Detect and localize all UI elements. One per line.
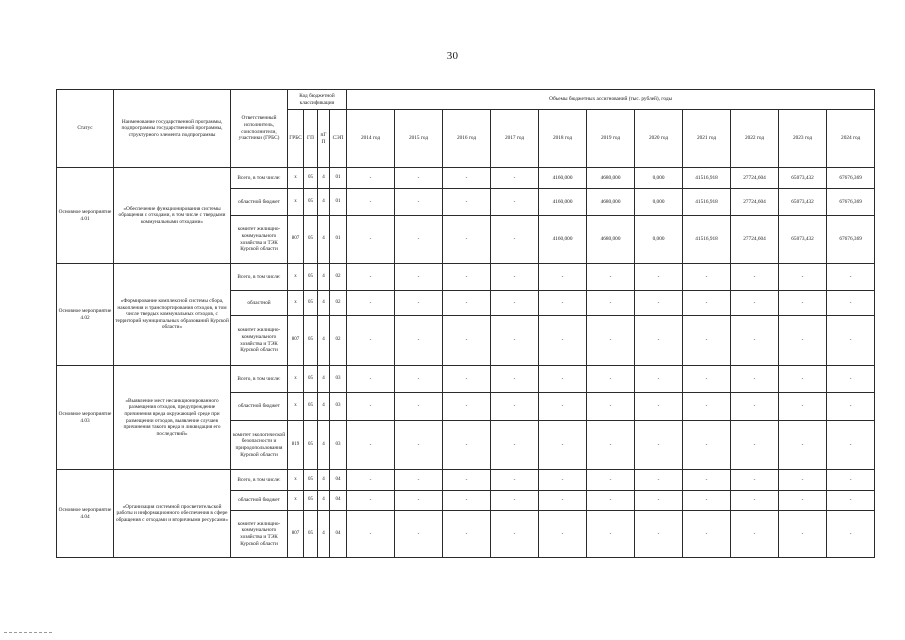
row-value-2017: - — [491, 511, 539, 558]
row-value-2021: - — [683, 366, 731, 393]
row-value-2019: - — [587, 511, 635, 558]
row-value-2024: - — [827, 491, 875, 511]
row-name: «Организация системной просветительской работы и информационного обеспечения в сфере обращения с отходами и вторичными ресурсами» — [114, 470, 231, 558]
row-value-2021: 41516,918 — [683, 168, 731, 189]
row-value-2016: - — [443, 511, 491, 558]
row-value-2020: 0,000 — [635, 189, 683, 216]
row-value-2019: - — [587, 264, 635, 291]
row-code-grbs: х — [288, 470, 304, 491]
row-value-2015: - — [395, 291, 443, 316]
row-value-2014: - — [347, 168, 395, 189]
row-code-sep: 02 — [330, 264, 347, 291]
row-value-2024: - — [827, 421, 875, 470]
row-value-2020: - — [635, 421, 683, 470]
row-value-2016: - — [443, 189, 491, 216]
row-value-2018: 4160,000 — [539, 189, 587, 216]
header-code-gp: ГП — [304, 110, 318, 168]
row-value-2014: - — [347, 421, 395, 470]
row-value-2024: 67676,369 — [827, 168, 875, 189]
table-row — [57, 470, 875, 491]
row-code-pgp: 4 — [318, 168, 330, 189]
row-status: Основное мероприятие 4.04 — [57, 470, 114, 558]
row-code-sep: 03 — [330, 421, 347, 470]
row-status: Основное мероприятие 4.01 — [57, 168, 114, 264]
row-responsible: Всего, в том числе: — [231, 366, 288, 393]
row-value-2023: - — [779, 316, 827, 366]
row-value-2023: - — [779, 491, 827, 511]
row-value-2023: - — [779, 291, 827, 316]
header-year-2014: 2014 год — [347, 110, 395, 168]
row-value-2017: - — [491, 168, 539, 189]
row-value-2014: - — [347, 291, 395, 316]
row-value-2015: - — [395, 366, 443, 393]
row-code-sep: 01 — [330, 216, 347, 264]
header-year-2019: 2019 год — [587, 110, 635, 168]
row-value-2016: - — [443, 491, 491, 511]
row-value-2015: - — [395, 511, 443, 558]
row-value-2023: - — [779, 366, 827, 393]
row-code-sep: 04 — [330, 470, 347, 491]
row-value-2020: - — [635, 366, 683, 393]
row-value-2014: - — [347, 393, 395, 421]
row-code-sep: 01 — [330, 189, 347, 216]
row-value-2021: 41516,918 — [683, 216, 731, 264]
row-value-2019: - — [587, 291, 635, 316]
row-value-2017: - — [491, 189, 539, 216]
row-value-2016: - — [443, 291, 491, 316]
row-value-2022: - — [731, 291, 779, 316]
row-value-2014: - — [347, 189, 395, 216]
row-value-2024: - — [827, 470, 875, 491]
budget-table — [56, 89, 875, 558]
row-value-2024: - — [827, 264, 875, 291]
row-code-gp: 05 — [304, 168, 318, 189]
row-value-2015: - — [395, 264, 443, 291]
row-value-2017: - — [491, 491, 539, 511]
row-value-2022: - — [731, 421, 779, 470]
row-responsible: областной бюджет — [231, 491, 288, 511]
header-volumes: Объемы бюджетных ассигнований (тыс. рублей), годы — [347, 90, 875, 110]
row-responsible: комитет экологической безопасности и природопользования Курской области — [231, 421, 288, 470]
row-value-2015: - — [395, 421, 443, 470]
row-code-sep: 03 — [330, 393, 347, 421]
row-value-2020: 0,000 — [635, 168, 683, 189]
row-value-2020: - — [635, 491, 683, 511]
row-value-2023: 65073,432 — [779, 168, 827, 189]
row-value-2014: - — [347, 264, 395, 291]
row-value-2014: - — [347, 216, 395, 264]
row-value-2017: - — [491, 393, 539, 421]
row-value-2021: - — [683, 316, 731, 366]
row-value-2016: - — [443, 421, 491, 470]
row-responsible: областной бюджет — [231, 189, 288, 216]
row-value-2020: - — [635, 393, 683, 421]
row-value-2024: 67676,369 — [827, 216, 875, 264]
header-year-2020: 2020 год — [635, 110, 683, 168]
row-name: «Обеспечение функционирования системы обращения с отходами, в том числе с твердыми коммунальными отходами» — [114, 168, 231, 264]
row-value-2015: - — [395, 491, 443, 511]
row-value-2017: - — [491, 216, 539, 264]
row-responsible: Всего, в том числе: — [231, 264, 288, 291]
header-year-2018: 2018 год — [539, 110, 587, 168]
row-value-2017: - — [491, 264, 539, 291]
row-value-2024: - — [827, 511, 875, 558]
row-value-2020: - — [635, 291, 683, 316]
header-year-2023: 2023 год — [779, 110, 827, 168]
table-row — [57, 264, 875, 291]
row-value-2022: - — [731, 491, 779, 511]
header-code-pgp: пГП — [318, 110, 330, 168]
row-value-2016: - — [443, 216, 491, 264]
header-year-2015: 2015 год — [395, 110, 443, 168]
row-value-2018: - — [539, 491, 587, 511]
row-code-sep: 03 — [330, 366, 347, 393]
row-value-2017: - — [491, 470, 539, 491]
row-value-2019: 4680,000 — [587, 216, 635, 264]
row-value-2016: - — [443, 366, 491, 393]
row-value-2019: - — [587, 470, 635, 491]
row-value-2022: - — [731, 366, 779, 393]
row-value-2023: - — [779, 511, 827, 558]
header-code-grbs: ГРБС — [288, 110, 304, 168]
row-code-grbs: х — [288, 168, 304, 189]
row-responsible: комитет жилищно-коммунального хозяйства и ТЭК Курской области — [231, 316, 288, 366]
row-value-2016: - — [443, 470, 491, 491]
row-value-2016: - — [443, 168, 491, 189]
row-value-2022: - — [731, 511, 779, 558]
row-code-pgp: 4 — [318, 216, 330, 264]
row-code-sep: 02 — [330, 316, 347, 366]
row-code-pgp: 4 — [318, 189, 330, 216]
row-value-2018: - — [539, 366, 587, 393]
row-value-2018: - — [539, 264, 587, 291]
footer-mark — [4, 632, 52, 635]
row-code-grbs: х — [288, 393, 304, 421]
row-value-2016: - — [443, 264, 491, 291]
row-code-grbs: х — [288, 291, 304, 316]
row-code-gp: 05 — [304, 511, 318, 558]
header-year-2021: 2021 год — [683, 110, 731, 168]
row-code-sep: 02 — [330, 291, 347, 316]
row-value-2020: - — [635, 511, 683, 558]
row-value-2023: 65073,432 — [779, 216, 827, 264]
row-value-2014: - — [347, 470, 395, 491]
row-value-2023: - — [779, 470, 827, 491]
row-value-2022: - — [731, 264, 779, 291]
row-code-pgp: 4 — [318, 291, 330, 316]
row-value-2021: - — [683, 291, 731, 316]
row-value-2023: - — [779, 421, 827, 470]
row-value-2018: - — [539, 470, 587, 491]
row-code-gp: 05 — [304, 491, 318, 511]
row-value-2015: - — [395, 470, 443, 491]
row-code-pgp: 4 — [318, 470, 330, 491]
row-value-2022: - — [731, 316, 779, 366]
row-value-2015: - — [395, 316, 443, 366]
row-value-2019: - — [587, 421, 635, 470]
row-code-grbs: х — [288, 491, 304, 511]
row-code-gp: 05 — [304, 264, 318, 291]
header-status: Статус — [57, 90, 114, 168]
row-code-grbs: х — [288, 366, 304, 393]
row-value-2024: - — [827, 393, 875, 421]
row-responsible: комитет жилищно-коммунального хозяйства и ТЭК Курской области — [231, 216, 288, 264]
row-code-grbs: 819 — [288, 421, 304, 470]
row-code-sep: 04 — [330, 511, 347, 558]
row-code-gp: 05 — [304, 291, 318, 316]
row-value-2022: 27724,604 — [731, 168, 779, 189]
page-number: 30 — [446, 50, 459, 62]
row-value-2019: - — [587, 393, 635, 421]
row-code-pgp: 4 — [318, 366, 330, 393]
row-value-2021: - — [683, 421, 731, 470]
row-code-gp: 05 — [304, 189, 318, 216]
row-value-2019: 4680,000 — [587, 189, 635, 216]
row-value-2021: - — [683, 491, 731, 511]
row-value-2017: - — [491, 291, 539, 316]
row-value-2015: - — [395, 393, 443, 421]
row-value-2018: - — [539, 421, 587, 470]
row-value-2020: - — [635, 470, 683, 491]
row-value-2019: 4680,000 — [587, 168, 635, 189]
row-code-pgp: 4 — [318, 393, 330, 421]
row-code-grbs: х — [288, 189, 304, 216]
row-code-grbs: 807 — [288, 511, 304, 558]
row-responsible: областной бюджет — [231, 393, 288, 421]
row-value-2023: - — [779, 264, 827, 291]
row-value-2022: - — [731, 470, 779, 491]
row-name: «Формирование комплексной системы сбора, накопления и транспортирования отходов, в том числе твердых коммунальных отходов, с территорий муниципальных образований Курской области» — [114, 264, 231, 366]
row-code-gp: 05 — [304, 366, 318, 393]
row-value-2014: - — [347, 491, 395, 511]
row-value-2024: - — [827, 366, 875, 393]
row-value-2024: 67676,369 — [827, 189, 875, 216]
row-code-grbs: 807 — [288, 316, 304, 366]
row-value-2019: - — [587, 366, 635, 393]
row-value-2015: - — [395, 168, 443, 189]
row-code-gp: 05 — [304, 216, 318, 264]
row-value-2021: - — [683, 264, 731, 291]
row-value-2024: - — [827, 291, 875, 316]
row-value-2021: 41516,918 — [683, 189, 731, 216]
row-value-2018: 4160,000 — [539, 168, 587, 189]
header-year-2017: 2017 год — [491, 110, 539, 168]
row-value-2014: - — [347, 511, 395, 558]
row-value-2018: - — [539, 511, 587, 558]
row-value-2018: - — [539, 291, 587, 316]
row-value-2024: - — [827, 316, 875, 366]
row-value-2017: - — [491, 366, 539, 393]
row-value-2014: - — [347, 316, 395, 366]
row-value-2018: - — [539, 316, 587, 366]
row-responsible: Всего, в том числе: — [231, 470, 288, 491]
row-code-gp: 05 — [304, 393, 318, 421]
row-code-grbs: 807 — [288, 216, 304, 264]
row-code-pgp: 4 — [318, 491, 330, 511]
header-responsible: Ответственный исполнитель, соисполнители, участники (ГРБС) — [231, 90, 288, 168]
row-responsible: Всего, в том числе: — [231, 168, 288, 189]
row-value-2021: - — [683, 470, 731, 491]
row-value-2019: - — [587, 491, 635, 511]
row-responsible: областной — [231, 291, 288, 316]
row-code-pgp: 4 — [318, 316, 330, 366]
row-code-sep: 01 — [330, 168, 347, 189]
row-value-2022: 27724,604 — [731, 216, 779, 264]
row-status: Основное мероприятие 4.03 — [57, 366, 114, 470]
row-value-2023: 65073,432 — [779, 189, 827, 216]
row-code-pgp: 4 — [318, 264, 330, 291]
header-budget-code: Код бюджетной классификации — [288, 90, 347, 110]
header-name: Наименование государственной программы, подпрограммы государственной программы, структурного элемента подпрограммы — [114, 90, 231, 168]
row-code-grbs: х — [288, 264, 304, 291]
row-value-2017: - — [491, 421, 539, 470]
row-code-sep: 04 — [330, 491, 347, 511]
row-value-2018: - — [539, 393, 587, 421]
table-row — [57, 168, 875, 189]
row-value-2017: - — [491, 316, 539, 366]
row-value-2019: - — [587, 316, 635, 366]
row-code-gp: 05 — [304, 316, 318, 366]
header-code-sep: СЭП — [330, 110, 347, 168]
row-value-2020: - — [635, 264, 683, 291]
row-value-2022: 27724,604 — [731, 189, 779, 216]
row-code-gp: 05 — [304, 470, 318, 491]
row-value-2014: - — [347, 366, 395, 393]
row-value-2023: - — [779, 393, 827, 421]
row-value-2016: - — [443, 316, 491, 366]
row-value-2020: 0,000 — [635, 216, 683, 264]
row-value-2021: - — [683, 393, 731, 421]
row-code-pgp: 4 — [318, 511, 330, 558]
row-value-2021: - — [683, 511, 731, 558]
row-name: «Выявление мест несанкционированного размещения отходов, предупреждение причинения вреда окружающей среде при размещении отходов, выявление случаев причинения такого вреда и ликвидация его последствий» — [114, 366, 231, 470]
row-value-2022: - — [731, 393, 779, 421]
row-value-2016: - — [443, 393, 491, 421]
row-value-2018: 4160,000 — [539, 216, 587, 264]
row-code-pgp: 4 — [318, 421, 330, 470]
header-year-2024: 2024 год — [827, 110, 875, 168]
row-status: Основное мероприятие 4.02 — [57, 264, 114, 366]
row-value-2015: - — [395, 189, 443, 216]
header-year-2022: 2022 год — [731, 110, 779, 168]
row-code-gp: 05 — [304, 421, 318, 470]
table-row — [57, 366, 875, 393]
row-responsible: комитет жилищно-коммунального хозяйства и ТЭК Курской области — [231, 511, 288, 558]
header-year-2016: 2016 год — [443, 110, 491, 168]
row-value-2015: - — [395, 216, 443, 264]
row-value-2020: - — [635, 316, 683, 366]
